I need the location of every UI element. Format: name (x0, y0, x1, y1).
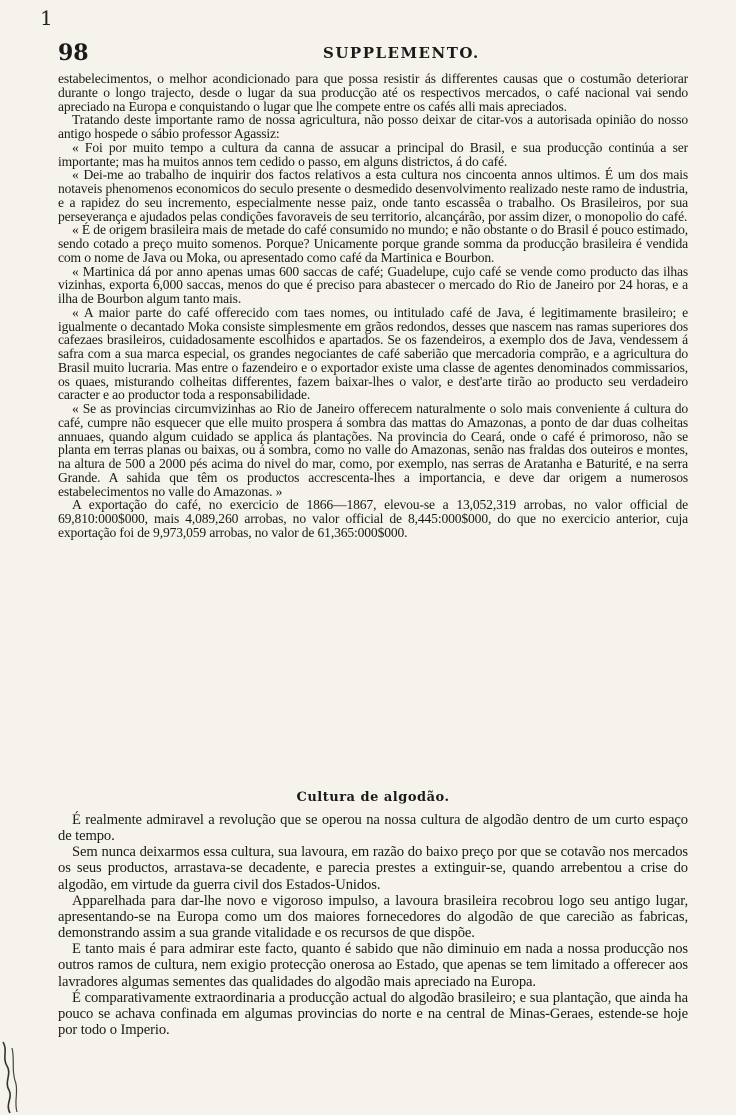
running-title: SUPPLEMENTO. (323, 44, 480, 62)
paragraph: Apparelhada para dar-lhe novo e vigoroso impulso, a lavoura brasileira recobrou logo seu antigo lugar, apresentando-se na Europa como um dos maiores fornecedores do algodão de que carecião as fabricas, demonstrando assim a sua grande vitalidade e os recursos de que dispõe. (58, 892, 688, 942)
paragraph: estabelecimentos, o melhor acondicionado para que possa resistir ás differentes causas que o costumão deteriorar durante o longo trajecto, desde o lugar da sua producção até os respectivos mercados, o café nacional vai sendo apreciado na Europa e conquistando o lugar que lhe compete entre os cafés alli mais apreciados. (58, 71, 688, 114)
section-title: Cultura de algodão. (296, 790, 450, 805)
page-header (58, 40, 688, 70)
page-number: 98 (58, 40, 89, 66)
quote-paragraph: « Dei-me ao trabalho de inquirir dos factos relativos a esta cultura nos cincoenta annos ultimos. É um dos mais notaveis phenomenos economicos do seculo presente o desmedido desenvolvimento realizado neste ramo de industria, e a rapidez do seu incremento, especialmente nesse paiz, onde tanto escassêa o trabalho. Os Brasileiros, por sua perseverança e ajudados pelas condições favoraveis de seu territorio, alcançárão, por assim dizer, o monopolio do café. (58, 167, 688, 224)
quote-paragraph: « Foi por muito tempo a cultura da canna de assucar a principal do Brasil, e sua producção continúa a ser importante; mas ha muitos annos tem cedido o passo, em alguns districtos, á do café. (58, 139, 688, 169)
paragraph: E tanto mais é para admirar este facto, quanto é sabido que não diminuio em nada a nossa producção nos outros ramos de cultura, nem exigio protecção onerosa ao Estado, que apenas se tem limitado a offerecer aos lavradores algumas sementes das qualidades do algodão mais apreciado na Europa. (58, 941, 688, 990)
paragraph: É comparativamente extraordinaria a producção actual do algodão brasileiro; e sua plantação, que ainda ha pouco se achava confinada em algumas provincias do norte e na central de Minas-Geraes, estende-se hoje por todo o Imperio. (58, 989, 688, 1039)
quote-paragraph: « A maior parte do café offerecido com taes nomes, ou intitulado café de Java, é legitimamente brasileiro; e igualmente o decantado Moka consiste simplesmente em grãos redondos, desses que nascem nas ramas superiores dos cafezaes brasileiros, cuidadosamente escolhidos e apartados. Se os fazendeiros, a exemplo dos de Java, vendessem á safra com a sua marca especial, os grandes negociantes de café saberião que mercadoria comprão, e a agricultura do Brasil muito lucraria. Mas entre o fazendeiro e o exportador existe uma classe de agentes denominados commissarios, os quaes, misturando colheitas differentes, fazem baixar-lhes o valor, e dest'arte tirão ao producto seu verdadeiro caracter e ao productor toda a responsabilidade. (58, 304, 688, 403)
body-text-part1 (58, 72, 688, 540)
edge-scribble-mark (0, 1040, 22, 1115)
paragraph: Tratando deste importante ramo de nossa agricultura, não posso deixar de citar-vos a autorisada opinião do nosso antigo hospede o sábio professor Agassiz: (58, 112, 688, 141)
quote-paragraph: « É de origem brasileira mais de metade do café consumido no mundo; e não obstante o do Brasil é pouco estimado, sendo cotado a preço muito somenos. Porque? Unicamente porque grande somma da producção brasileira é vendida com o nome de Java ou Moka, ou apresentado como café da Martinica e Bourbon. (58, 222, 688, 265)
quote-paragraph: « Se as provincias circumvizinhas ao Rio de Janeiro offerecem naturalmente o solo mais conveniente á cultura do café, cumpre não esquecer que elle muito prospera á sombra das mattas do Amazonas, a ponto de dar duas colheitas annuaes, quando algum cuidado se applica ás plantações. Na provincia do Ceará, onde o café é primoroso, não se planta em terras planas ou baixas, ou á sombra, como no valle do Amazonas, senão nas fraldas dos outeiros e montes, na altura de 500 a 2000 pés acima do nivel do mar, como, por exemplo, nas serras de Aratanha e Baturité, e na serra Grande. A sahida que têm os productos accrescenta-lhes a importancia, e deve dar origem a numerosos estabelecimentos no valle do Amazonas. » (58, 401, 688, 499)
paragraph: A exportação do café, no exercicio de 1866—1867, elevou-se a 13,052,319 arrobas, no valor official de 69,810:000$000, mais 4,089,260 arrobas, no valor official de 8,445:000$000, do que no exercicio anterior, cuja exportação foi de 9,973,059 arrobas, no valor de 61,365:000$000. (58, 497, 688, 540)
paragraph: Sem nunca deixarmos essa cultura, sua lavoura, em razão do baixo preço por que se cotavão nos mercados os seus productos, arrastava-se decadente, e parecia prestes a extinguir-se, quando arrebentou a crise do algodão, em virtude da guerra civil dos Estados-Unidos. (58, 844, 688, 893)
body-text-part2 (58, 812, 688, 1038)
paragraph: É realmente admiravel a revolução que se operou na nossa cultura de algodão dentro de um curto espaço de tempo. (58, 812, 688, 845)
handwritten-margin-mark: 1 (40, 6, 53, 30)
quote-paragraph: « Martinica dá por anno apenas umas 600 saccas de café; Guadelupe, cujo café se vende como producto das ilhas vizinhas, exporta 6,000 saccas, menos do que é preciso para abastecer o mercado do Rio de Janeiro por 24 horas, e a ilha de Bourbon algum tanto mais. (58, 263, 688, 306)
